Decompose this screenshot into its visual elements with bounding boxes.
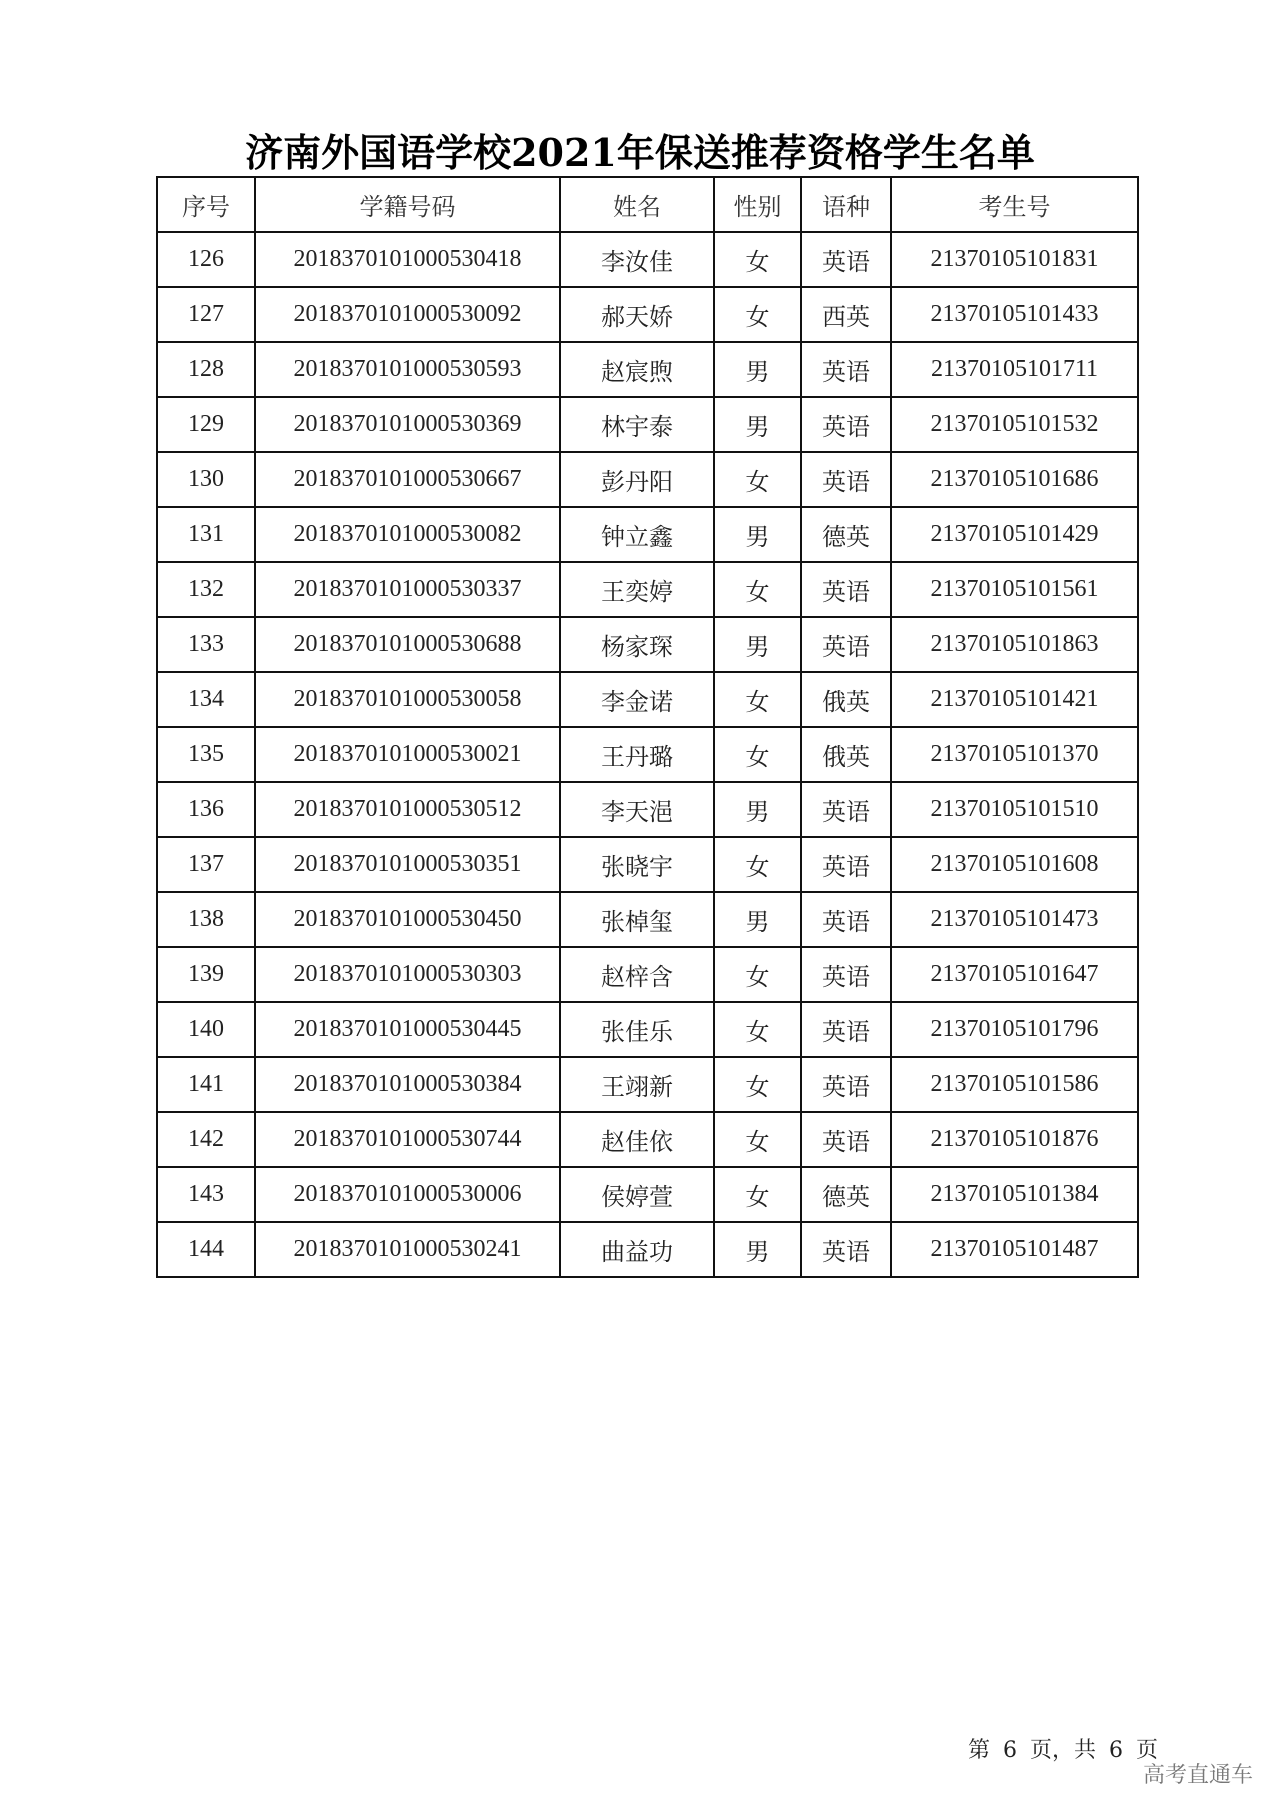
cell-student-id: 2018370101000530337 [255,562,560,617]
cell-index: 138 [157,892,255,947]
cell-student-id: 2018370101000530058 [255,672,560,727]
cell-gender: 男 [714,617,801,672]
cell-language: 英语 [801,1112,891,1167]
cell-exam-id: 21370105101421 [891,672,1138,727]
cell-name: 林宇泰 [560,397,714,452]
cell-language: 英语 [801,617,891,672]
table-row [157,837,1138,892]
header-exam-id: 考生号 [891,177,1138,232]
cell-index: 126 [157,232,255,287]
cell-language: 英语 [801,397,891,452]
student-roster-table [156,176,1139,1278]
cell-student-id: 2018370101000530445 [255,1002,560,1057]
cell-student-id: 2018370101000530241 [255,1222,560,1277]
cell-student-id: 2018370101000530688 [255,617,560,672]
cell-name: 赵佳依 [560,1112,714,1167]
watermark: 高考直通车 [1143,1763,1254,1788]
cell-student-id: 2018370101000530303 [255,947,560,1002]
cell-index: 131 [157,507,255,562]
cell-index: 129 [157,397,255,452]
cell-exam-id: 21370105101429 [891,507,1138,562]
cell-index: 143 [157,1167,255,1222]
cell-index: 128 [157,342,255,397]
cell-student-id: 2018370101000530593 [255,342,560,397]
cell-index: 139 [157,947,255,1002]
table-row [157,1057,1138,1112]
cell-student-id: 2018370101000530512 [255,782,560,837]
cell-index: 130 [157,452,255,507]
cell-language: 英语 [801,947,891,1002]
cell-index: 127 [157,287,255,342]
cell-gender: 女 [714,1112,801,1167]
cell-name: 杨家琛 [560,617,714,672]
cell-index: 135 [157,727,255,782]
cell-exam-id: 21370105101384 [891,1167,1138,1222]
cell-gender: 男 [714,507,801,562]
cell-gender: 男 [714,1222,801,1277]
cell-language: 英语 [801,1057,891,1112]
cell-name: 钟立鑫 [560,507,714,562]
cell-language: 西英 [801,287,891,342]
table-row [157,452,1138,507]
cell-language: 英语 [801,232,891,287]
table-row [157,672,1138,727]
cell-language: 英语 [801,342,891,397]
table-row [157,1002,1138,1057]
cell-name: 王丹璐 [560,727,714,782]
cell-student-id: 2018370101000530384 [255,1057,560,1112]
cell-language: 英语 [801,562,891,617]
cell-gender: 女 [714,1057,801,1112]
cell-index: 136 [157,782,255,837]
cell-language: 英语 [801,892,891,947]
cell-language: 俄英 [801,727,891,782]
cell-gender: 女 [714,947,801,1002]
cell-gender: 男 [714,397,801,452]
cell-index: 133 [157,617,255,672]
document-title: 济南外国语学校2021年保送推荐资格学生名单 [245,130,1035,175]
header-index: 序号 [157,177,255,232]
cell-name: 曲益功 [560,1222,714,1277]
cell-name: 赵梓含 [560,947,714,1002]
cell-exam-id: 21370105101370 [891,727,1138,782]
cell-student-id: 2018370101000530667 [255,452,560,507]
table-row [157,727,1138,782]
table-row [157,1167,1138,1222]
cell-gender: 女 [714,232,801,287]
cell-index: 137 [157,837,255,892]
cell-name: 李汝佳 [560,232,714,287]
cell-gender: 女 [714,287,801,342]
cell-name: 张佳乐 [560,1002,714,1057]
cell-language: 英语 [801,837,891,892]
cell-language: 英语 [801,452,891,507]
cell-student-id: 2018370101000530092 [255,287,560,342]
cell-student-id: 2018370101000530021 [255,727,560,782]
cell-gender: 女 [714,837,801,892]
cell-name: 李金诺 [560,672,714,727]
cell-gender: 女 [714,562,801,617]
cell-gender: 女 [714,452,801,507]
page-number: 第 6 页，共 6 页 [968,1738,1158,1763]
table-row [157,617,1138,672]
cell-student-id: 2018370101000530351 [255,837,560,892]
cell-exam-id: 21370105101433 [891,287,1138,342]
cell-exam-id: 21370105101647 [891,947,1138,1002]
cell-index: 132 [157,562,255,617]
cell-language: 德英 [801,507,891,562]
cell-name: 王奕婷 [560,562,714,617]
table-row [157,782,1138,837]
cell-exam-id: 21370105101686 [891,452,1138,507]
header-gender: 性别 [714,177,801,232]
cell-index: 141 [157,1057,255,1112]
header-name: 姓名 [560,177,714,232]
table-row [157,397,1138,452]
header-language: 语种 [801,177,891,232]
cell-student-id: 2018370101000530006 [255,1167,560,1222]
cell-language: 英语 [801,1222,891,1277]
cell-gender: 男 [714,342,801,397]
cell-gender: 女 [714,1167,801,1222]
cell-exam-id: 21370105101532 [891,397,1138,452]
table-row [157,287,1138,342]
cell-student-id: 2018370101000530082 [255,507,560,562]
cell-student-id: 2018370101000530450 [255,892,560,947]
cell-student-id: 2018370101000530418 [255,232,560,287]
cell-name: 彭丹阳 [560,452,714,507]
cell-exam-id: 21370105101586 [891,1057,1138,1112]
cell-gender: 男 [714,892,801,947]
cell-index: 142 [157,1112,255,1167]
cell-exam-id: 21370105101711 [891,342,1138,397]
cell-language: 俄英 [801,672,891,727]
cell-exam-id: 21370105101510 [891,782,1138,837]
table-row [157,947,1138,1002]
table-row [157,1222,1138,1277]
cell-exam-id: 21370105101831 [891,232,1138,287]
cell-exam-id: 21370105101863 [891,617,1138,672]
cell-gender: 女 [714,672,801,727]
cell-exam-id: 21370105101473 [891,892,1138,947]
cell-name: 赵宸煦 [560,342,714,397]
cell-language: 英语 [801,782,891,837]
cell-index: 134 [157,672,255,727]
cell-index: 144 [157,1222,255,1277]
table-row [157,232,1138,287]
cell-gender: 女 [714,1002,801,1057]
cell-name: 郝天娇 [560,287,714,342]
cell-language: 德英 [801,1167,891,1222]
cell-gender: 男 [714,782,801,837]
cell-exam-id: 21370105101796 [891,1002,1138,1057]
cell-name: 张棹玺 [560,892,714,947]
cell-exam-id: 21370105101608 [891,837,1138,892]
table-row [157,342,1138,397]
cell-exam-id: 21370105101487 [891,1222,1138,1277]
table-header-row [157,177,1138,232]
cell-index: 140 [157,1002,255,1057]
cell-exam-id: 21370105101876 [891,1112,1138,1167]
cell-name: 王翊新 [560,1057,714,1112]
table-row [157,562,1138,617]
cell-student-id: 2018370101000530369 [255,397,560,452]
cell-language: 英语 [801,1002,891,1057]
table-row [157,892,1138,947]
cell-gender: 女 [714,727,801,782]
cell-student-id: 2018370101000530744 [255,1112,560,1167]
cell-name: 李天浥 [560,782,714,837]
header-student-id: 学籍号码 [255,177,560,232]
cell-name: 侯婷萱 [560,1167,714,1222]
table-row [157,1112,1138,1167]
cell-exam-id: 21370105101561 [891,562,1138,617]
cell-name: 张晓宇 [560,837,714,892]
table-row [157,507,1138,562]
